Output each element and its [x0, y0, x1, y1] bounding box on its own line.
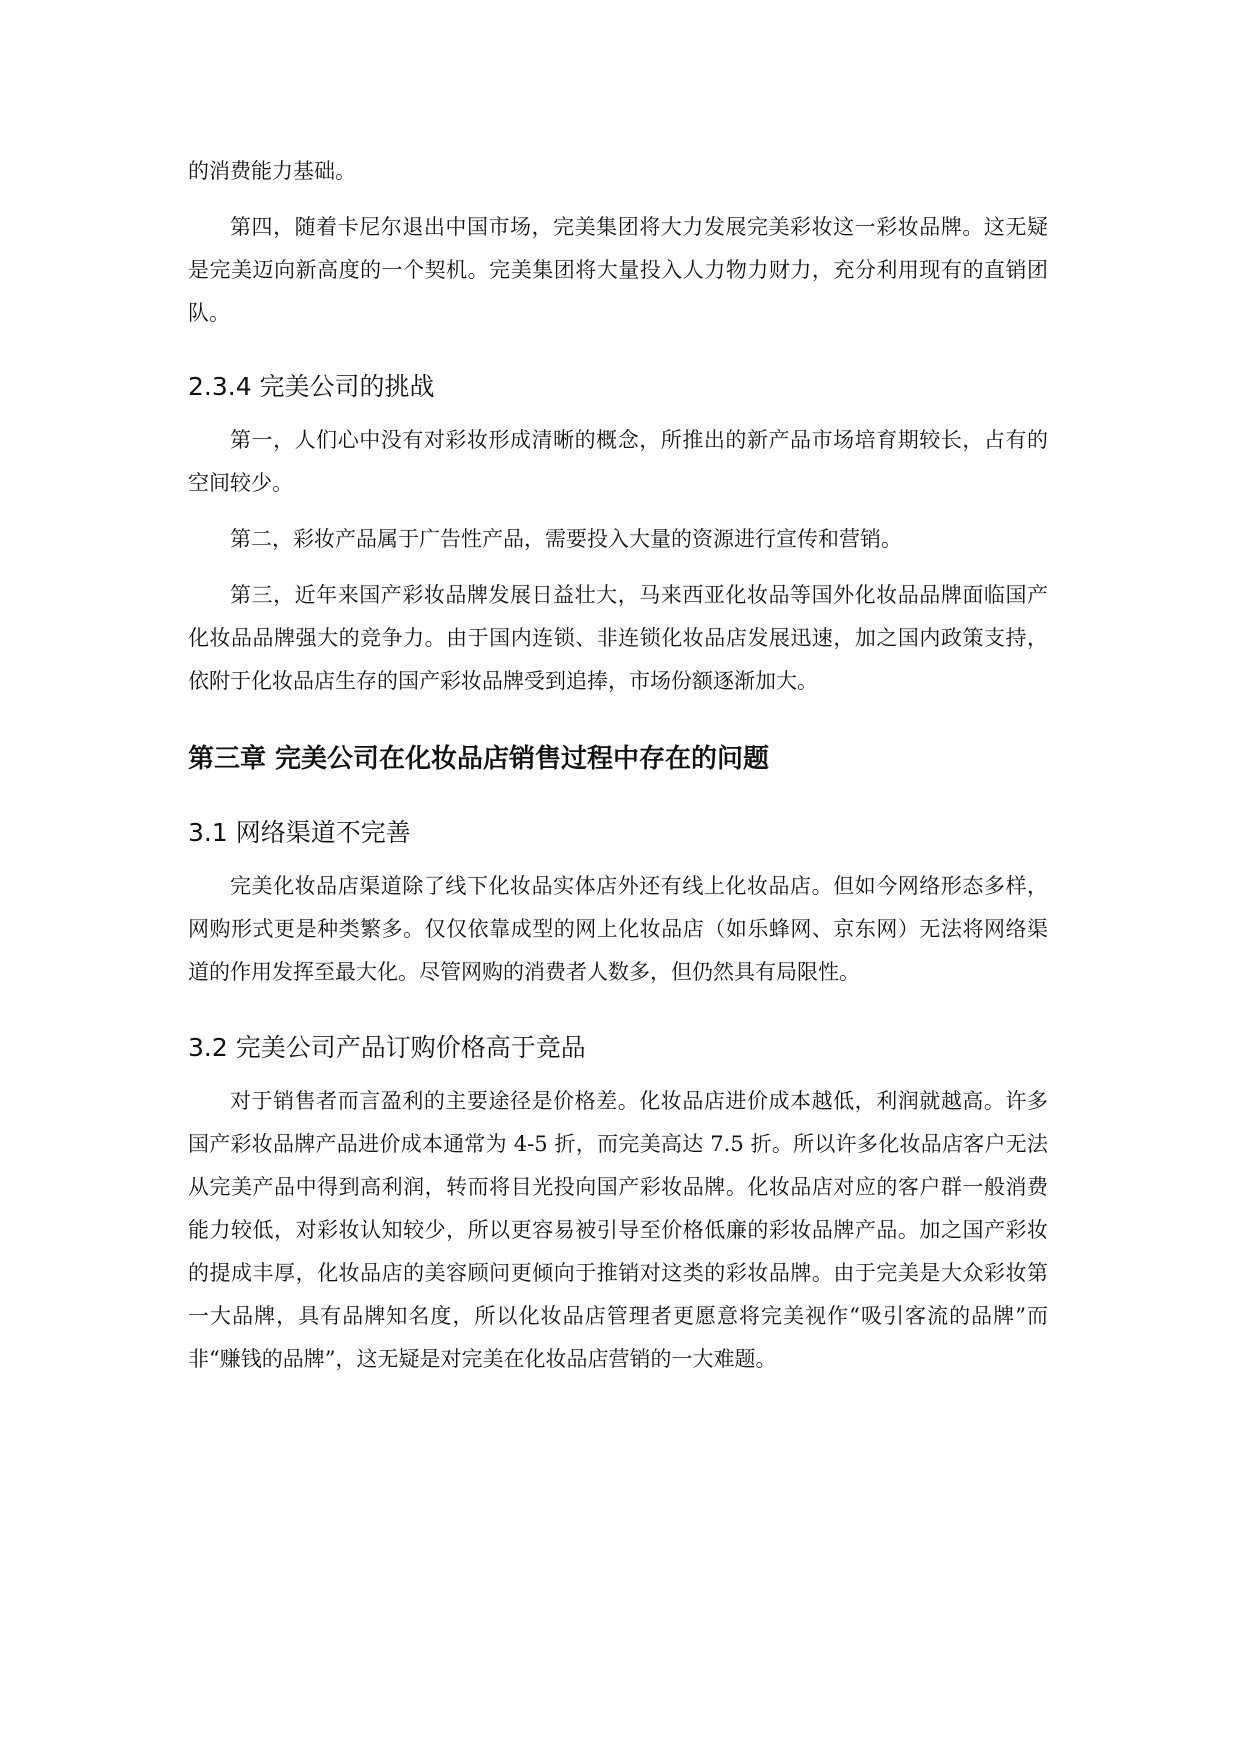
- continuation-paragraph: 的消费能力基础。: [188, 159, 356, 183]
- section-heading-3-1: 3.1 网络渠道不完善: [188, 818, 411, 847]
- document-body: [188, 150, 1048, 1394]
- paragraph-challenge-3: 第三，近年来国产彩妆品牌发展日益壮大，马来西亚化妆品等国外化妆品品牌面临国产化妆品品牌强大的竞争力。由于国内连锁、非连锁化妆品店发展迅速，加之国内政策支持，依附于化妆品店生存的国产彩妆品牌受到追捧，市场份额逐渐加大。: [188, 583, 1048, 693]
- chapter-heading-3: 第三章 完美公司在化妆品店销售过程中存在的问题: [188, 744, 770, 774]
- paragraph-fourth-opportunity: 第四，随着卡尼尔退出中国市场，完美集团将大力发展完美彩妆这一彩妆品牌。这无疑是完美迈向新高度的一个契机。完美集团将大量投入人力物力财力，充分利用现有的直销团队。: [188, 215, 1048, 325]
- paragraph-network-channel: 完美化妆品店渠道除了线下化妆品实体店外还有线上化妆品店。但如今网络形态多样，网购形式更是种类繁多。仅仅依靠成型的网上化妆品店（如乐蜂网、京东网）无法将网络渠道的作用发挥至最大化。尽管网购的消费者人数多，但仍然具有局限性。: [188, 874, 1048, 984]
- paragraph-challenge-2: 第二，彩妆产品属于广告性产品，需要投入大量的资源进行宣传和营销。: [230, 527, 902, 551]
- paragraph-pricing: 对于销售者而言盈利的主要途径是价格差。化妆品店进价成本越低，利润就越高。许多国产彩妆品牌产品进价成本通常为 4-5 折，而完美高达 7.5 折。所以许多化妆品店客户无法从完美产品中得到高利润，转而将目光投向国产彩妆品牌。化妆品店对应的客户群一般消费能力较低，对彩妆认知较少，所以更容易被引导至价格低廉的彩妆品牌产品。加之国产彩妆的提成丰厚，化妆品店的美容顾问更倾向于推销对这类的彩妆品牌。由于完美是大众彩妆第一大品牌，具有品牌知名度，所以化妆品店管理者更愿意将完美视作“吸引客流的品牌”而非“赚钱的品牌”，这无疑是对完美在化妆品店营销的一大难题。: [188, 1089, 1048, 1371]
- section-heading-3-2: 3.2 完美公司产品订购价格高于竞品: [188, 1033, 586, 1062]
- section-heading-2-3-4: 2.3.4 完美公司的挑战: [188, 372, 435, 401]
- paragraph-challenge-1: 第一，人们心中没有对彩妆形成清晰的概念，所推出的新产品市场培育期较长，占有的空间较少。: [188, 428, 1048, 495]
